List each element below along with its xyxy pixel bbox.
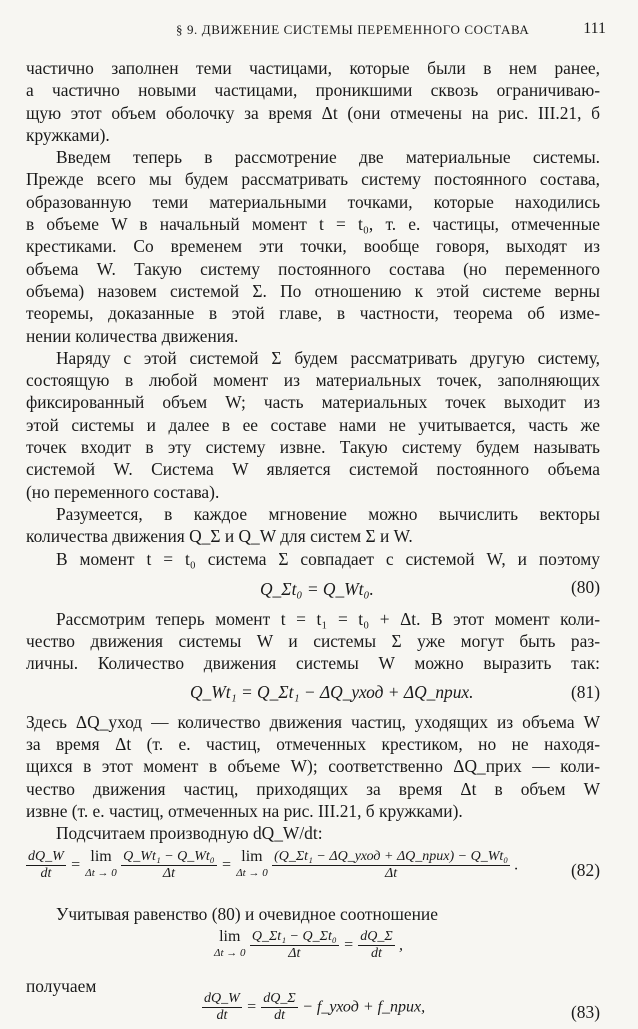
text-line: Наряду с этой системой Σ будем рассматривать другую систему,	[56, 347, 600, 368]
text-line: личны. Количество движения системы W можно выразить так:	[26, 653, 600, 674]
fraction: $\frac{dQ\_W}{dt}$	[28, 848, 64, 881]
limit: lim Δt → 0	[236, 848, 268, 879]
equation-80	[26, 570, 600, 608]
equation-81	[26, 675, 600, 711]
text-line: Здесь ΔQ_уход — количество движения частиц, уходящих из объема W	[26, 711, 600, 732]
running-header	[26, 22, 612, 44]
text-line: в объеме W в начальный момент t = t₀, т. е. частицы, отмеченные	[26, 214, 600, 235]
fraction: $\frac{\text{Q\_Σt₁ − Q\_Σt₀}}{\Delta t}$	[251, 928, 337, 961]
text-line: Подсчитаем производную dQ_W/dt:	[56, 823, 323, 844]
equation-82-formula: $\frac{dQ\_W}{dt}$ = lim Δt → 0 $\frac{\text{Q\_Wt₁ − Q\_Wt₀}}{\Delta t}$ = lim Δt → 0 $\frac{\text{(Q\_Σt₁ − ΔQ\_уход + ΔQ\_прих) − Q\_Wt₀}}{\Delta t}$ .	[28, 848, 519, 881]
equation-82-number: (82)	[571, 859, 600, 880]
text-line: Прежде всего мы будем рассматривать систему постоянного состава,	[26, 169, 600, 190]
equation-relation	[26, 925, 600, 975]
text-line: чество движения системы W и системы Σ уже могут быть раз-	[26, 631, 600, 652]
equation-81-number: (81)	[571, 681, 600, 702]
limit: lim Δt → 0	[85, 848, 117, 879]
fraction: $\frac{dQ\_W}{dt}$	[204, 991, 240, 1024]
text-line: Введем теперь в рассмотрение две материальные системы.	[56, 147, 600, 168]
text-line: состоящую в любой момент из материальных точек, заполняющих	[26, 370, 600, 391]
fraction: $\frac{dQ\_\Sigma}{dt}$	[360, 928, 393, 961]
text-line: (но переменного состава).	[26, 481, 220, 502]
text-line: объема) назовем системой Σ. По отношению к этой системе верны	[26, 280, 600, 301]
text-line: системой W. Система W является системой постоянного объема	[26, 459, 600, 480]
page-number: 111	[583, 20, 606, 37]
text-line: а частично новыми частицами, проникшими сквозь ограничиваю-	[26, 80, 600, 101]
equation-83-number: (83)	[571, 1002, 600, 1023]
text-line: количества движения Q_Σ и Q_W для систем Σ и W.	[26, 526, 413, 547]
limit: lim Δt → 0	[214, 928, 246, 960]
text-line: крестиками. Со временем эти точки, вообще говоря, выходят из	[26, 236, 600, 257]
chapter-section-title: § 9. ДВИЖЕНИЕ СИСТЕМЫ ПЕРЕМЕННОГО СОСТАВА	[176, 22, 530, 37]
equation-80-number: (80)	[571, 576, 600, 597]
text-line: частично заполнен теми частицами, которые были в нем ранее,	[26, 58, 600, 78]
equation-relation-formula: lim Δt → 0 $\frac{\text{Q\_Σt₁ − Q\_Σt₀}}{\Delta t}$ = $\frac{dQ\_\Sigma}{dt}$ ,	[214, 928, 404, 961]
text-line: за время Δt (т. е. частиц, отмеченных крестиком, но не находя-	[26, 734, 600, 755]
text-line: Учитывая равенство (80) и очевидное соотношение	[56, 903, 438, 924]
text-line: получаем	[26, 975, 97, 996]
fraction: $\frac{dQ\_\Sigma}{dt}$	[263, 991, 296, 1024]
equation-82	[26, 845, 600, 895]
text-line: Рассмотрим теперь момент t = t₁ = t₀ + Δt. В этот момент коли-	[56, 608, 600, 629]
text-line: образованную теми материальными точками, которые находились	[26, 191, 600, 212]
text-line: чество движения частиц, приходящих за время Δt в объем W	[26, 778, 600, 799]
fraction: $\frac{\text{Q\_Wt₁ − Q\_Wt₀}}{\Delta t}$	[123, 848, 215, 881]
text-line: извне (т. е. частиц, отмеченных на рис. III.21, б кружками).	[26, 800, 463, 821]
text-line: фиксированный объем W; часть материальных точек выходит из	[26, 392, 600, 413]
text-line: Разумеется, в каждое мгновение можно вычислить векторы	[56, 503, 600, 524]
fraction: $\frac{\text{(Q\_Σt₁ − ΔQ\_уход + ΔQ\_прих) − Q\_Wt₀}}{\Delta t}$	[274, 848, 509, 881]
equation-81-formula: Q_Wt₁ = Q_Σt₁ − ΔQ_уход + ΔQ_прих.	[190, 681, 474, 702]
text-line: объема W. Такую систему постоянного состава (но переменного	[26, 258, 600, 279]
text-line: щихся в этот момент в объеме W); соответственно ΔQ_прих — коли-	[26, 756, 600, 777]
text-line: нении количества движения.	[26, 325, 239, 346]
text-line: щую этот объем оболочку за время Δt (они отмечены на рис. III.21, б	[26, 102, 600, 123]
text-line: кружками).	[26, 124, 110, 145]
text-line: теоремы, доказанные в этой главе, в частности, теорема об изме-	[26, 303, 600, 324]
text-line: этой системы и далее в ее составе нами не учитывается, часть же	[26, 414, 600, 435]
equation-83	[26, 989, 600, 1029]
text-line: точек входит в эту систему извне. Такую систему будем называть	[26, 437, 600, 458]
equation-80-formula: Q_Σt₀ = Q_Wt₀.	[260, 578, 374, 599]
text-line: В момент t = t₀ система Σ совпадает с системой W, и поэтому	[56, 548, 600, 569]
equation-83-formula: $\frac{dQ\_W}{dt}$ = $\frac{dQ\_\Sigma}{dt}$ − f_уход + f_прих,	[204, 991, 426, 1024]
text-body	[26, 57, 600, 1029]
